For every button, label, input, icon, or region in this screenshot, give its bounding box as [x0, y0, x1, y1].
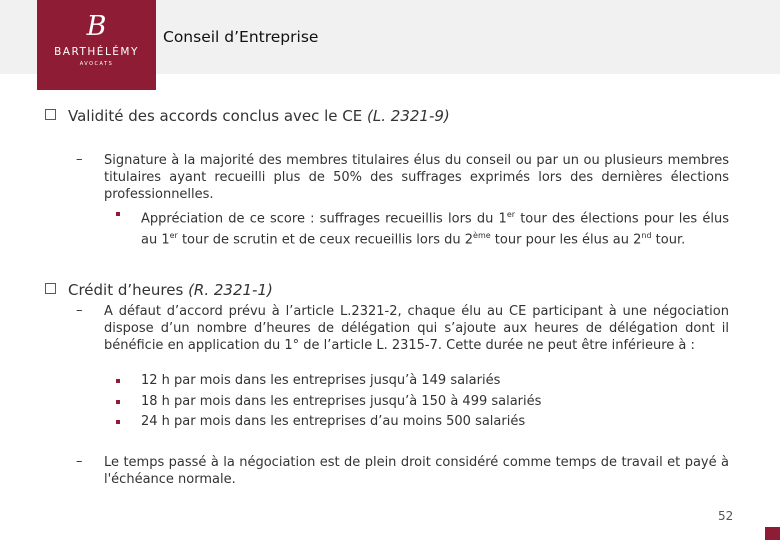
paragraph-defaut-accord: A défaut d’accord prévu à l’article L.2321-2, chaque élu au CE participant à une négociation dispose d’un nombre d’heures de délégation qui s’ajoute aux heures de délégation dont il bénéficie en application du 1° de l’article L. 2315-7. Cette durée ne peut être inférieure à : [104, 304, 729, 353]
section-reference: (R. 2321-1) [188, 281, 273, 299]
dash-marker: – [76, 303, 83, 318]
slide-title: Conseil d’Entreprise [163, 28, 319, 46]
section-heading-validite [45, 107, 450, 125]
list-item: 12 h par mois dans les entreprises jusqu’à 149 salariés [141, 373, 501, 388]
dash-marker: – [76, 454, 83, 469]
paragraph-appreciation: Appréciation de ce score : suffrages recueillis lors du 1er tour des élections pour les élus au 1er tour de scrutin et de ceux recueillis lors du 2ème tour pour les élus au 2nd tour. [141, 210, 729, 248]
section-title: Validité des accords conclus avec le CE [68, 107, 368, 125]
logo-name: BARTHÉLÉMY [54, 46, 139, 58]
paragraph-temps-negociation: Le temps passé à la négociation est de plein droit considéré comme temps de travail et payé à l'échéance normale. [104, 455, 729, 487]
square-bullet-icon [116, 379, 120, 383]
square-bullet-icon [116, 400, 120, 404]
list-item: 18 h par mois dans les entreprises jusqu’à 150 à 499 salariés [141, 394, 542, 409]
section-heading-credit [45, 281, 273, 299]
paragraph-signature: Signature à la majorité des membres titulaires élus du conseil ou par un ou plusieurs membres titulaires ayant recueilli plus de 50% des suffrages exprimés lors des dernières élections professionnelles. [104, 153, 729, 202]
logo-mark: B [86, 11, 107, 42]
barthelemy-logo [37, 0, 156, 90]
checkbox-bullet-icon [45, 283, 56, 294]
slide-header [0, 0, 780, 74]
square-bullet-icon [116, 420, 120, 424]
dash-marker: – [76, 152, 83, 167]
list-item: 24 h par mois dans les entreprises d’au moins 500 salariés [141, 414, 526, 429]
corner-accent [765, 527, 780, 540]
page-number: 52 [718, 509, 734, 523]
square-bullet-icon [116, 212, 120, 216]
section-reference: (L. 2321-9) [367, 107, 450, 125]
checkbox-bullet-icon [45, 109, 56, 120]
logo-subtitle: AVOCATS [79, 61, 114, 67]
section-title: Crédit d’heures [68, 281, 189, 299]
